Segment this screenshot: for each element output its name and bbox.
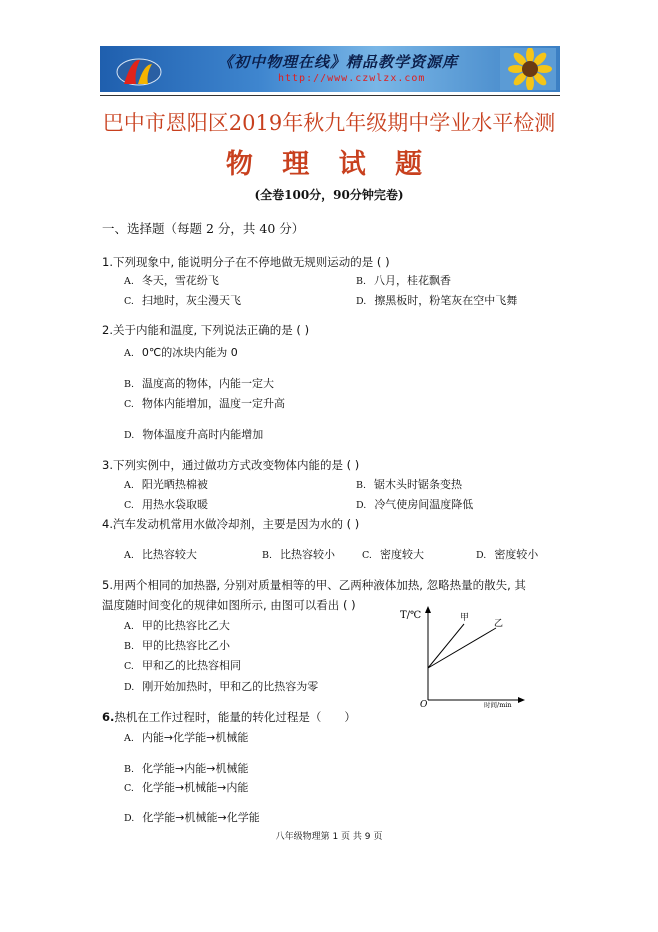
option-text: 物体温度升高时内能增加 (142, 428, 264, 441)
option-letter: C. (124, 783, 134, 794)
question-2-option-a[interactable] (124, 344, 238, 360)
option-letter: A. (124, 733, 134, 744)
question-6-number: 6. (102, 710, 115, 724)
option-letter: B. (356, 480, 367, 491)
option-letter: D. (356, 500, 367, 511)
option-text: 冬天，雪花纷飞 (141, 274, 219, 287)
option-letter: D. (124, 813, 135, 824)
option-text: 物体内能增加，温度一定升高 (141, 397, 285, 410)
option-text: 擦黑板时，粉笔灰在空中飞舞 (374, 294, 518, 307)
option-text: 八月，桂花飘香 (374, 274, 452, 287)
option-letter: A. (124, 550, 134, 561)
exam-title: 巴中市恩阳区2019年秋九年级期中学业水平检测 (102, 111, 556, 135)
option-letter: A. (124, 348, 134, 359)
line-jia (428, 624, 464, 668)
question-3-option-d[interactable] (356, 496, 473, 512)
option-text: 内能→化学能→机械能 (141, 731, 249, 744)
question-2-option-d[interactable] (124, 426, 263, 442)
temperature-time-graph (398, 604, 528, 708)
option-text: 化学能→机械能→内能 (141, 781, 249, 794)
question-3-option-a[interactable] (124, 476, 208, 492)
question-6-option-d[interactable] (124, 809, 260, 825)
question-2-option-b[interactable] (124, 375, 274, 391)
option-letter: B. (356, 276, 367, 287)
option-text: 密度较大 (379, 548, 424, 561)
option-letter: D. (356, 296, 367, 307)
option-text: 刚开始加热时，甲和乙的比热容为零 (142, 680, 319, 693)
option-letter: C. (124, 661, 134, 672)
question-6-option-a[interactable] (124, 729, 248, 745)
option-letter: B. (124, 641, 135, 652)
question-4-option-d[interactable] (476, 546, 538, 562)
question-1-option-d[interactable] (356, 292, 517, 308)
page-footer: 八年级物理第 1 页 共 9 页 (275, 832, 383, 842)
question-3-option-b[interactable] (356, 476, 462, 492)
option-text: 化学能→内能→机械能 (142, 762, 249, 775)
banner-title: 《初中物理在线》精品教学资源库 (218, 53, 459, 71)
question-1-option-b[interactable] (356, 272, 451, 288)
question-2-stem: 2.关于内能和温度, 下列说法正确的是 ( ) (102, 323, 310, 337)
option-letter: A. (124, 621, 134, 632)
question-6-option-b[interactable] (124, 760, 248, 776)
option-letter: A. (124, 480, 134, 491)
line-jia-label: 甲 (460, 613, 470, 623)
section-heading: 一、选择题（每题 2 分，共 40 分） (102, 221, 305, 236)
option-text: 比热容较小 (280, 548, 336, 561)
option-text: 锯木头时锯条变热 (374, 478, 463, 491)
option-text: 比热容较大 (141, 548, 197, 561)
option-letter: C. (124, 296, 134, 307)
question-5-stem: 5.用两个相同的加热器, 分别对质量相等的甲、乙两种液体加热, 忽略热量的散失, 其 (102, 578, 526, 592)
question-6-text: 热机在工作过程时，能量的转化过程是（ ） (114, 710, 356, 724)
option-text: 0℃的冰块内能为 0 (141, 346, 238, 359)
x-axis-arrow (518, 697, 525, 703)
y-axis-label: T/℃ (400, 610, 422, 621)
question-3-option-c[interactable] (124, 496, 208, 512)
option-text: 阳光晒热棉被 (141, 478, 208, 491)
option-letter: C. (362, 550, 372, 561)
subject-title: 物 理 试 题 (225, 149, 433, 180)
question-5-option-a[interactable] (124, 617, 230, 633)
sunflower-icon (500, 48, 556, 90)
question-1-option-c[interactable] (124, 292, 241, 308)
option-letter: D. (124, 682, 135, 693)
option-letter: D. (476, 550, 487, 561)
option-letter: B. (124, 379, 135, 390)
option-text: 化学能→机械能→化学能 (142, 811, 260, 824)
option-letter: C. (124, 399, 134, 410)
option-text: 甲和乙的比热容相同 (141, 659, 241, 672)
question-4-stem: 4.汽车发动机常用水做冷却剂，主要是因为水的 ( ) (102, 517, 360, 531)
banner-url[interactable]: http://www.czwlzx.com (278, 73, 426, 84)
header-banner (100, 46, 560, 92)
option-text: 密度较小 (494, 548, 539, 561)
question-1-stem: 1.下列现象中, 能说明分子在不停地做无规则运动的是 ( ) (102, 255, 390, 269)
question-3-stem: 3.下列实例中，通过做功方式改变物体内能的是 ( ) (102, 458, 360, 472)
question-6-stem (102, 709, 356, 725)
question-5-stem-line2: 温度随时间变化的规律如图所示, 由图可以看出 ( ) (102, 598, 356, 612)
option-text: 甲的比热容比乙大 (141, 619, 230, 632)
option-letter: B. (124, 764, 135, 775)
site-logo-icon (114, 54, 164, 88)
option-text: 甲的比热容比乙小 (142, 639, 231, 652)
question-4-option-b[interactable] (262, 546, 335, 562)
question-6-option-c[interactable] (124, 779, 248, 795)
header-divider (100, 95, 560, 96)
exam-note: (全卷100分，90分钟完卷) (254, 188, 404, 202)
question-1-option-a[interactable] (124, 272, 219, 288)
option-text: 扫地时，灰尘漫天飞 (141, 294, 241, 307)
question-2-option-c[interactable] (124, 395, 285, 411)
line-yi-label: 乙 (494, 619, 504, 629)
option-letter: B. (262, 550, 273, 561)
option-letter: C. (124, 500, 134, 511)
origin-label: O (420, 700, 428, 708)
question-4-option-c[interactable] (362, 546, 424, 562)
option-text: 用热水袋取暖 (141, 498, 208, 511)
option-text: 冷气使房间温度降低 (374, 498, 474, 511)
question-4-option-a[interactable] (124, 546, 197, 562)
question-5-option-d[interactable] (124, 678, 318, 694)
option-text: 温度高的物体，内能一定大 (142, 377, 275, 390)
option-letter: D. (124, 430, 135, 441)
x-axis-label: 时间/min (484, 701, 512, 708)
question-5-option-b[interactable] (124, 637, 230, 653)
y-axis-arrow (425, 606, 431, 613)
question-5-option-c[interactable] (124, 657, 241, 673)
line-yi (428, 628, 496, 668)
option-letter: A. (124, 276, 134, 287)
